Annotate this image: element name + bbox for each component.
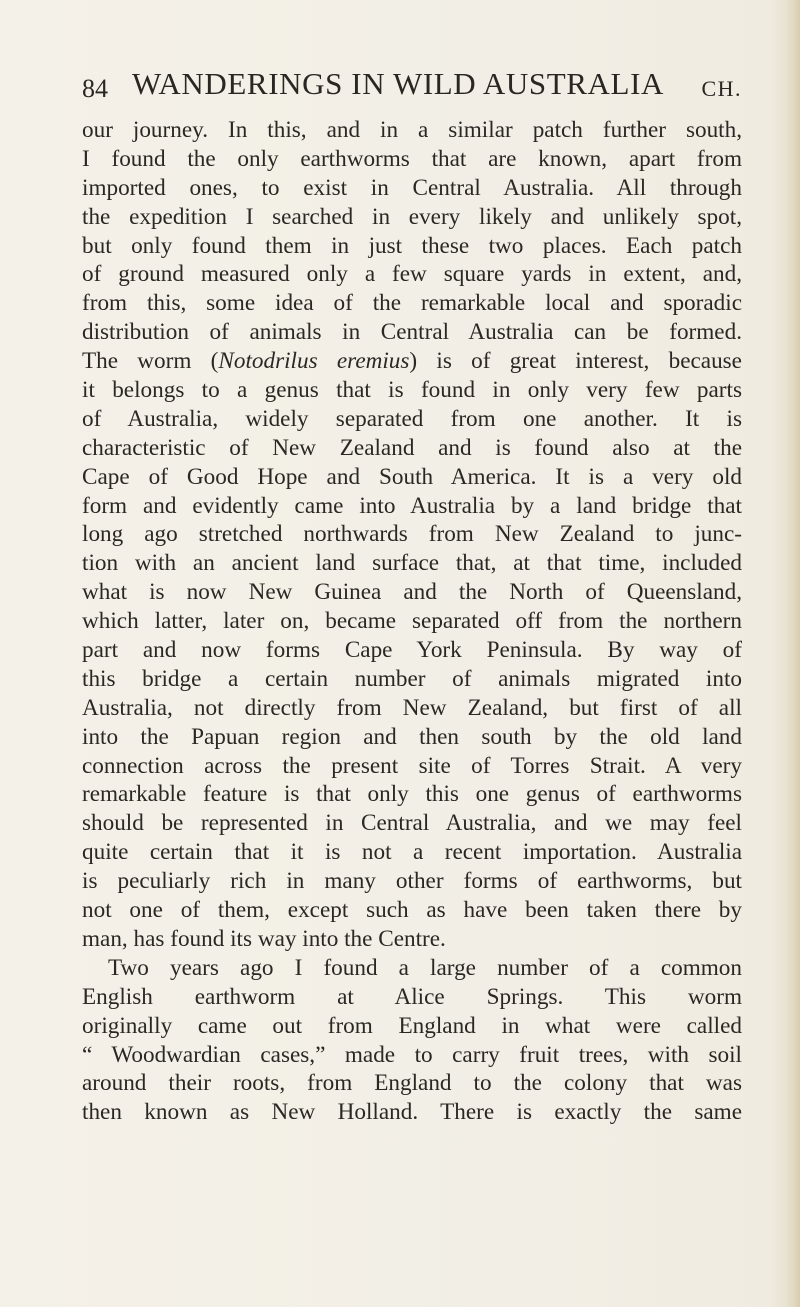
text-span: originally came out from England in what were called [82, 1012, 742, 1039]
text-span: this bridge a certain number of animals migrated into [82, 665, 742, 692]
text-span: connection across the present site of Torres Strait. A very [82, 752, 742, 779]
text-span: part and now forms Cape York Peninsula. By way of [82, 637, 742, 664]
text-line [82, 867, 742, 896]
text-line [82, 607, 742, 636]
text-span: Two years ago I found a large number of a common [108, 954, 742, 981]
text-line [82, 636, 742, 665]
text-span: long ago stretched northwards from New Zealand to junc- [82, 521, 742, 548]
text-line [82, 665, 742, 694]
text-line [82, 145, 742, 174]
book-title: WANDERINGS IN WILD AUSTRALIA [132, 66, 664, 101]
text-span: but only found them in just these two places. Each patch [82, 232, 742, 259]
text-span: into the Papuan region and then south by the old land [82, 723, 742, 750]
text-line [82, 1012, 742, 1041]
text-span: The worm ( [82, 348, 219, 375]
running-head [82, 66, 742, 106]
text-span: what is now New Guinea and the North of Queensland, [82, 579, 742, 606]
text-line [82, 578, 742, 607]
text-line [82, 347, 742, 376]
text-span: Australia, not directly from New Zealand, but first of all [82, 694, 742, 721]
text-span: our journey. In this, and in a similar patch further south, [82, 117, 742, 143]
text-line [82, 752, 742, 781]
text-line [82, 925, 742, 954]
text-line [82, 289, 742, 318]
text-span: should be represented in Central Australia, and we may feel [82, 810, 742, 837]
text-line [82, 1041, 742, 1070]
text-span: distribution of animals in Central Australia can be formed. [82, 319, 742, 346]
text-span: which latter, later on, became separated off from the northern [82, 608, 742, 635]
text-line [82, 520, 742, 549]
text-span: around their roots, from England to the colony that was [82, 1070, 742, 1097]
text-line [82, 232, 742, 261]
text-span: is peculiarly rich in many other forms of earthworms, but [82, 868, 742, 895]
text-line [82, 463, 742, 492]
text-line [82, 174, 742, 203]
text-line [82, 694, 742, 723]
text-line [82, 983, 742, 1012]
text-span: man, has found its way into the Centre. [82, 925, 446, 952]
text-line [82, 954, 742, 983]
text-span: then known as New Holland. There is exactly the same [82, 1099, 742, 1126]
text-line [82, 723, 742, 752]
text-span: form and evidently came into Australia by a land bridge that [82, 492, 742, 519]
text-span: the expedition I searched in every likely and unlikely spot, [82, 203, 742, 230]
text-span: imported ones, to exist in Central Australia. All through [82, 174, 742, 201]
text-line [82, 838, 742, 867]
text-line [82, 896, 742, 925]
text-span: English earthworm at Alice Springs. This worm [82, 983, 742, 1010]
text-span: remarkable feature is that only this one genus of earthworms [82, 781, 742, 808]
text-line [82, 549, 742, 578]
text-span: quite certain that it is not a recent importation. Australia [82, 839, 742, 866]
text-line [82, 405, 742, 434]
text-line [82, 318, 742, 347]
text-span: from this, some idea of the remarkable local and sporadic [82, 290, 742, 317]
text-span: Cape of Good Hope and South America. It is a very old [82, 463, 742, 490]
text-span: not one of them, except such as have been taken there by [82, 897, 742, 924]
text-line [82, 376, 742, 405]
text-span: it belongs to a genus that is found in only very few parts [82, 377, 742, 404]
text-span: characteristic of New Zealand and is found also at the [82, 434, 742, 461]
text-span: ) is of great interest, because [409, 348, 742, 375]
text-line [82, 260, 742, 289]
species-name: Notodrilus eremius [218, 348, 410, 375]
text-span: “ Woodwardian cases,” made to carry fruit trees, with soil [82, 1041, 742, 1068]
page-number: 84 [82, 74, 108, 103]
text-span: of ground measured only a few square yards in extent, and, [82, 261, 742, 288]
text-line [82, 780, 742, 809]
text-line [82, 1098, 742, 1127]
text-span: tion with an ancient land surface that, at that time, included [82, 550, 742, 577]
text-line [82, 1069, 742, 1098]
text-line [82, 116, 742, 145]
text-line [82, 203, 742, 232]
text-line [82, 434, 742, 463]
text-span: of Australia, widely separated from one another. It is [82, 405, 742, 432]
text-line [82, 492, 742, 521]
page-edge-shadow [786, 0, 800, 1307]
chapter-abbreviation: CH. [701, 76, 742, 101]
text-line [82, 809, 742, 838]
body-text [82, 116, 742, 1127]
text-span: I found the only earthworms that are known, apart from [82, 145, 742, 172]
